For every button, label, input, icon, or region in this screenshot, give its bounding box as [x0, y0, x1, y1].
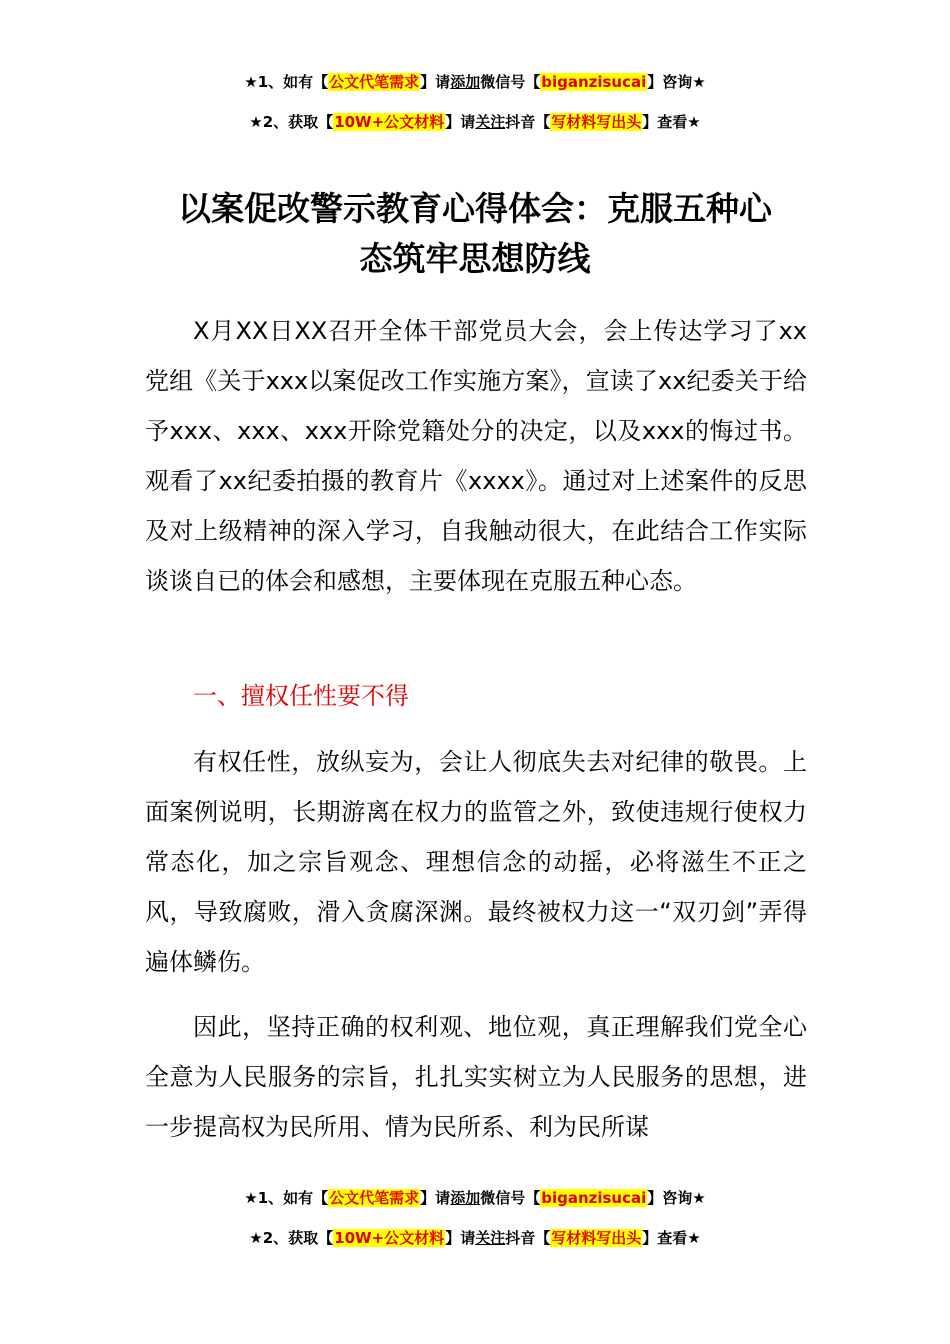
banner-highlight: 写材料写出头 [551, 1229, 642, 1247]
banner-text: 抖音【 [505, 113, 551, 131]
intro-paragraph: X月XX日XX召开全体干部党员大会，会上传达学习了xx党组《关于xxx以案促改工作实施方案》，宣读了xx纪委关于给予xxx、xxx、xxx开除党籍处分的决定，以及xxx的悔过书。观看了xx纪委拍摄的教育片《xxxx》。通过对上述案件的反思及对上级精神的深入学习，自我触动很大，在此结合工作实际谈谈自已的体会和感想，主要体现在克服五种心态。 [145, 317, 807, 595]
banner-text: 微信号【 [480, 73, 541, 91]
banner-highlight: biganzisucai [541, 73, 647, 91]
footer-line-2 [0, 1228, 950, 1248]
header-line-1 [0, 72, 950, 92]
body-paragraph-1: 有权任性，放纵妄为，会让人彻底失去对纪律的敬畏。上面案例说明，长期游离在权力的监管之外，致使违规行使权力常态化，加之宗旨观念、理想信念的动摇，必将滋生不正之风，导致腐败，滑入贪腐深渊。最终被权力这一“双刃剑”弄得遍体鳞伤。 [145, 748, 807, 976]
document-title-line-2: 态筑牢思想防线 [359, 239, 591, 278]
banner-text: 抖音【 [505, 1229, 551, 1247]
header-line-2 [0, 112, 950, 132]
banner-highlight: 公文代笔需求 [329, 73, 420, 91]
banner-highlight: 写材料写出头 [551, 113, 642, 131]
banner-text: ★1、如有【 [244, 73, 329, 91]
document-title-line-1: 以案促改警示教育心得体会：克服五种心 [178, 189, 772, 228]
banner-highlight: 公文代笔需求 [329, 1189, 420, 1207]
footer-line-1 [0, 1188, 950, 1208]
banner-text: 】请 [420, 73, 451, 91]
banner-text: 】查看★ [642, 1229, 701, 1247]
banner-text: 】咨询★ [647, 1189, 706, 1207]
banner-underline: 关注 [475, 113, 506, 131]
banner-underline: 添加 [450, 73, 481, 91]
banner-text: 】请 [445, 113, 476, 131]
banner-highlight: 10W+公文材料 [334, 1229, 445, 1247]
banner-text: 】请 [445, 1229, 476, 1247]
banner-text: 】查看★ [642, 113, 701, 131]
banner-underline: 关注 [475, 1229, 506, 1247]
banner-highlight: biganzisucai [541, 1189, 647, 1207]
banner-underline: 添加 [450, 1189, 481, 1207]
banner-text: ★2、获取【 [249, 113, 334, 131]
banner-text: ★1、如有【 [244, 1189, 329, 1207]
banner-highlight: 10W+公文材料 [334, 113, 445, 131]
banner-text: 微信号【 [480, 1189, 541, 1207]
section-heading-1: 一、擅权任性要不得 [193, 682, 409, 710]
banner-text: ★2、获取【 [249, 1229, 334, 1247]
body-paragraph-2: 因此，坚持正确的权利观、地位观，真正理解我们党全心全意为人民服务的宗旨，扎扎实实树立为人民服务的思想，进一步提高权为民所用、情为民所系、利为民所谋 [145, 1013, 807, 1141]
banner-text: 】咨询★ [647, 73, 706, 91]
banner-text: 】请 [420, 1189, 451, 1207]
